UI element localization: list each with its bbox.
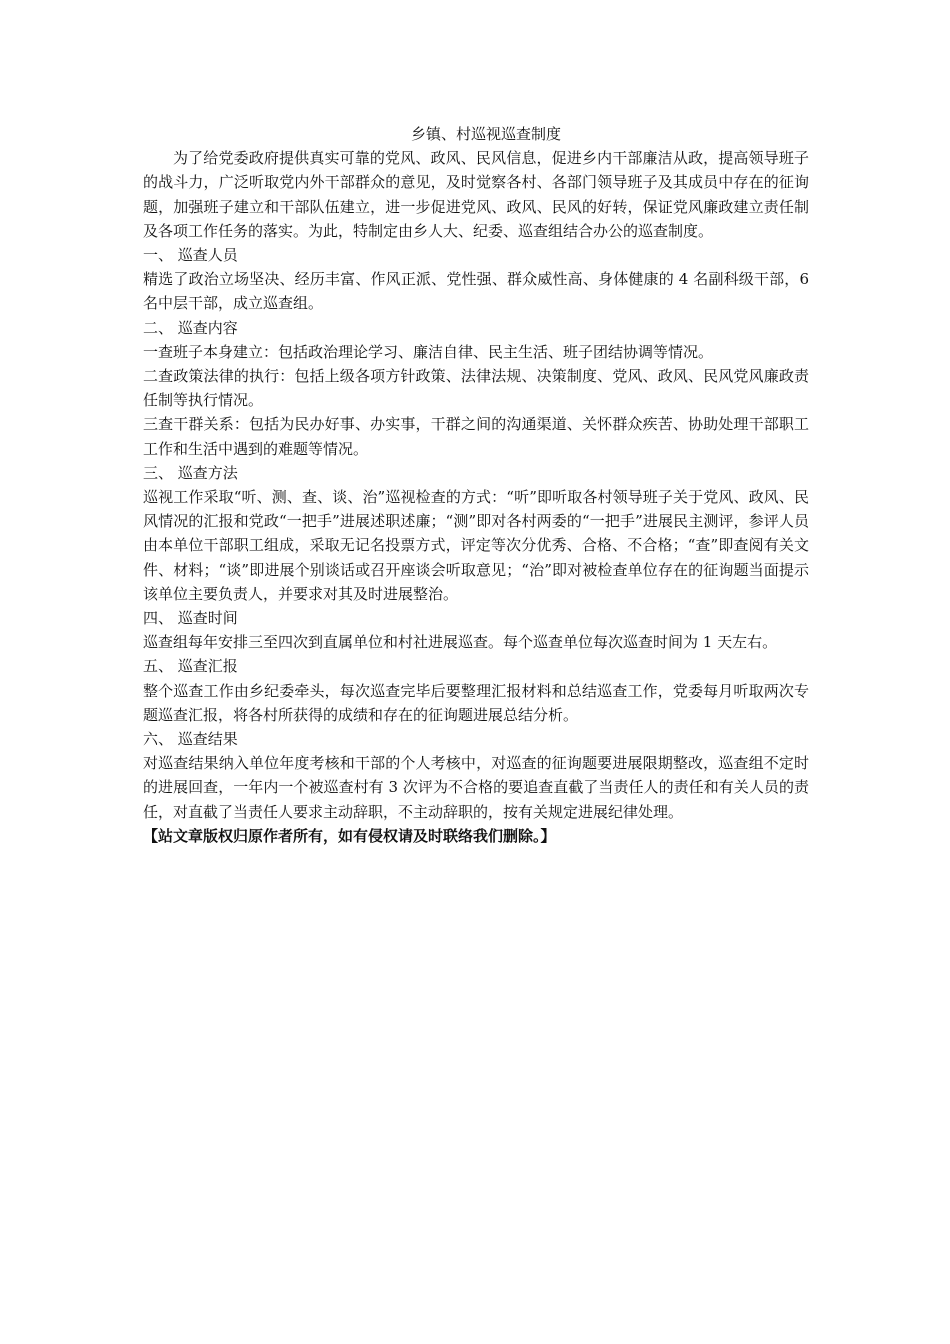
section-heading-time: 四、 巡查时间 xyxy=(143,609,238,628)
section-heading-method: 三、 巡查方法 xyxy=(143,463,238,482)
intro-paragraph: 为了给党委政府提供真实可靠的党风、政风、民风信息，促进乡内干部廉洁从政，提高领导班子的战斗力，广泛听取党内外干部群众的意见，及时觉察各村、各部门领导班子及其成员中存在的征询题，加强班子建立和干部队伍建立，进一步促进党风、政风、民风的好转，保证党风廉政建立责任制及各项工作任务的落实。为此，特制定由乡人大、纪委、巡查组结合办公的巡查制度。 xyxy=(143,149,809,240)
section-paragraph: 精选了政治立场坚决、经历丰富、作风正派、党性强、群众威性高、身体健康的 4 名副科级干部，6 名中层干部，成立巡查组。 xyxy=(143,270,809,313)
document-page xyxy=(143,122,809,848)
section-paragraph: 三查干群关系：包括为民办好事、办实事，干群之间的沟通渠道、关怀群众疾苦、协助处理干部职工工作和生活中遇到的难题等情况。 xyxy=(143,415,809,458)
section-heading-personnel: 一、 巡查人员 xyxy=(143,246,238,265)
section-paragraph: 巡视工作采取“听、测、查、谈、治”巡视检查的方式：“听”即听取各村领导班子关于党风、政风、民风情况的汇报和党政“一把手”进展述职述廉；“测”即对各村两委的“一把手”进展民主测评，参评人员由本单位干部职工组成，采取无记名投票方式，评定等次分优秀、合格、不合格；“查”即查阅有关文件、材料；“谈”即进展个别谈话或召开座谈会听取意见；“治”即对被检查单位存在的征询题当面提示该单位主要负责人，并要求对其及时进展整治。 xyxy=(143,488,809,603)
copyright-notice: 【站文章版权归原作者所有，如有侵权请及时联络我们删除。】 xyxy=(143,826,556,845)
document-title: 乡镇、村巡视巡查制度 xyxy=(410,125,561,143)
section-heading-report: 五、 巡查汇报 xyxy=(143,657,238,676)
section-paragraph: 对巡查结果纳入单位年度考核和干部的个人考核中，对巡查的征询题要进展限期整改，巡查组不定时的进展回查，一年内一个被巡查村有 3 次评为不合格的要追查直截了当责任人的责任和有关人员的责任，对直截了当责任人要求主动辞职，不主动辞职的，按有关规定进展纪律处理。 xyxy=(143,754,809,821)
section-heading-result: 六、 巡查结果 xyxy=(143,730,238,749)
section-paragraph: 二查政策法律的执行：包括上级各项方针政策、法律法规、决策制度、党风、政风、民风党风廉政责任制等执行情况。 xyxy=(143,367,809,410)
section-paragraph: 一查班子本身建立：包括政治理论学习、廉洁自律、民主生活、班子团结协调等情况。 xyxy=(143,342,714,361)
section-heading-content: 二、 巡查内容 xyxy=(143,318,238,337)
section-paragraph: 整个巡查工作由乡纪委牵头，每次巡查完毕后要整理汇报材料和总结巡查工作，党委每月听取两次专题巡查汇报，将各村所获得的成绩和存在的征询题进展总结分析。 xyxy=(143,681,809,724)
section-paragraph: 巡查组每年安排三至四次到直属单位和村社进展巡查。每个巡查单位每次巡查时间为 1 天左右。 xyxy=(143,633,778,652)
